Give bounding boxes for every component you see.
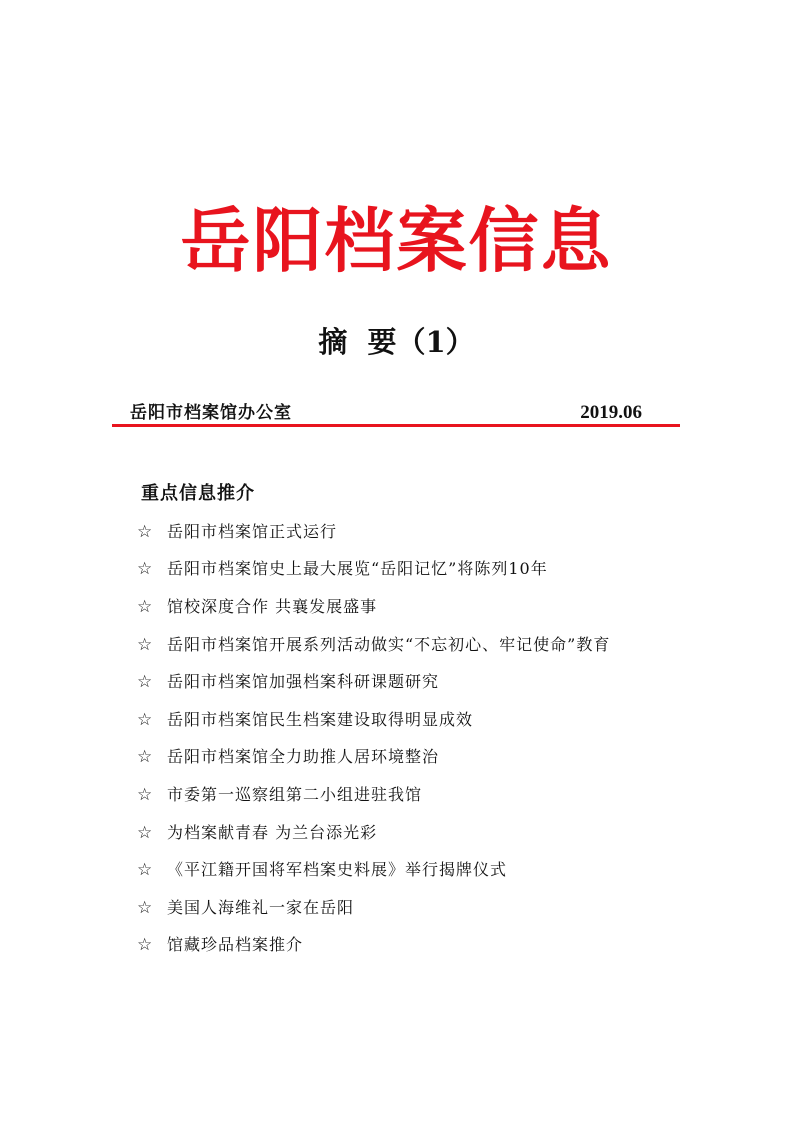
star-icon: ☆ xyxy=(137,784,153,805)
issue-date: 2019.06 xyxy=(580,402,642,423)
list-item-text: 岳阳市档案馆民生档案建设取得明显成效 xyxy=(167,709,474,729)
list-item xyxy=(137,776,737,814)
list-item xyxy=(137,814,737,852)
masthead-title: 岳阳档案信息 xyxy=(180,199,613,282)
star-icon: ☆ xyxy=(137,672,153,693)
star-icon: ☆ xyxy=(137,709,153,730)
star-icon: ☆ xyxy=(137,935,153,956)
list-item-text: 岳阳市档案馆史上最大展览“岳阳记忆”将陈列10年 xyxy=(167,559,548,579)
star-icon: ☆ xyxy=(137,634,153,655)
list-item xyxy=(137,513,737,551)
list-item-text: 岳阳市档案馆加强档案科研课题研究 xyxy=(167,672,440,692)
list-item xyxy=(137,889,737,927)
list-item xyxy=(137,626,737,664)
list-item xyxy=(137,851,737,889)
list-item-text: 美国人海维礼一家在岳阳 xyxy=(167,897,355,917)
list-item-text: 《平江籍开国将军档案史料展》举行揭牌仪式 xyxy=(167,860,508,880)
list-item-text: 馆校深度合作 共襄发展盛事 xyxy=(167,596,378,616)
list-item-text: 为档案献青春 为兰台添光彩 xyxy=(167,822,378,842)
list-item-text: 岳阳市档案馆开展系列活动做实“不忘初心、牢记使命”教育 xyxy=(167,634,611,654)
list-item xyxy=(137,551,737,589)
star-icon: ☆ xyxy=(137,860,153,881)
list-item xyxy=(137,927,737,965)
issuing-organization: 岳阳市档案馆办公室 xyxy=(130,403,292,423)
list-item-text: 市委第一巡察组第二小组进驻我馆 xyxy=(167,784,423,804)
list-item xyxy=(137,701,737,739)
list-item-text: 岳阳市档案馆全力助推人居环境整治 xyxy=(167,747,440,767)
list-item-text: 馆藏珍品档案推介 xyxy=(167,935,304,955)
red-divider-line xyxy=(112,424,680,427)
issue-info-row xyxy=(130,400,642,426)
list-item xyxy=(137,663,737,701)
star-icon: ☆ xyxy=(137,897,153,918)
list-item-text: 岳阳市档案馆正式运行 xyxy=(167,521,338,541)
star-icon: ☆ xyxy=(137,559,153,580)
star-icon: ☆ xyxy=(137,521,153,542)
star-icon: ☆ xyxy=(137,747,153,768)
star-icon: ☆ xyxy=(137,596,153,617)
list-item xyxy=(137,588,737,626)
section-heading: 重点信息推介 xyxy=(141,483,255,504)
highlights-list xyxy=(137,513,737,964)
list-item xyxy=(137,739,737,777)
abstract-subtitle: 摘 要（1） xyxy=(318,325,475,359)
star-icon: ☆ xyxy=(137,822,153,843)
